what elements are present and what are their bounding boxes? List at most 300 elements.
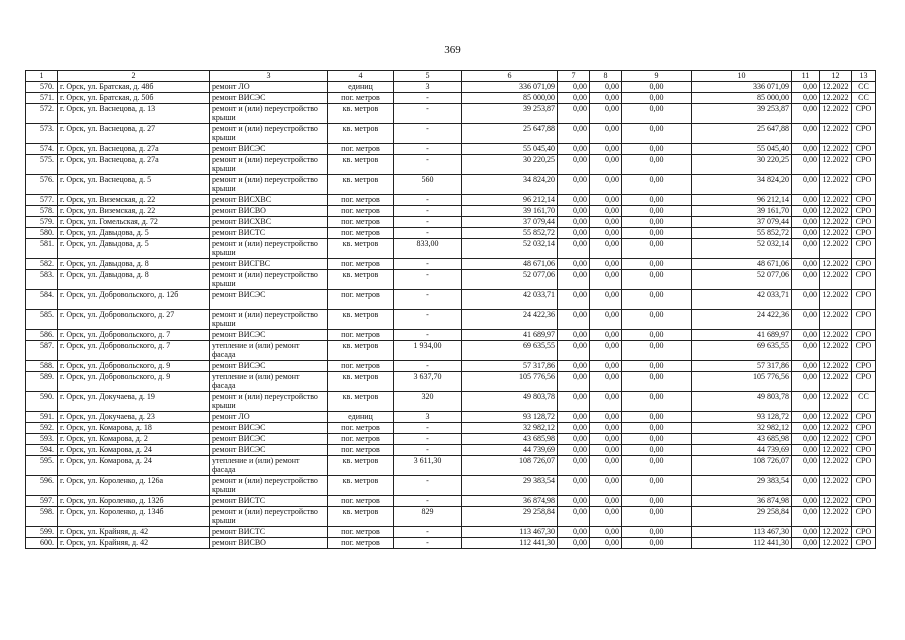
unit: пог. метров xyxy=(328,93,394,104)
method-code: СС xyxy=(852,82,876,93)
col-8-value: 0,00 xyxy=(590,372,622,392)
completion-date: 12.2022 xyxy=(820,476,852,496)
work-type: ремонт ВИСЭС xyxy=(210,330,328,341)
work-type: ремонт и (или) переустройство крыши xyxy=(210,392,328,412)
unit: единиц xyxy=(328,412,394,423)
unit: кв. метров xyxy=(328,175,394,195)
method-code: СРО xyxy=(852,361,876,372)
col-9-value: 0,00 xyxy=(622,496,692,507)
work-type: ремонт ВИСВО xyxy=(210,538,328,549)
unit: кв. метров xyxy=(328,456,394,476)
table-row xyxy=(26,93,876,104)
quantity: - xyxy=(394,423,462,434)
completion-date: 12.2022 xyxy=(820,412,852,423)
table-row xyxy=(26,217,876,228)
col-8-value: 0,00 xyxy=(590,392,622,412)
address: г. Орск, ул. Давыдова, д. 5 xyxy=(58,239,210,259)
work-type: утепление и (или) ремонт фасада xyxy=(210,341,328,361)
col-11-value: 0,00 xyxy=(792,124,820,144)
row-number: 580. xyxy=(26,228,58,239)
col-8-value: 0,00 xyxy=(590,496,622,507)
total-cost: 36 874,98 xyxy=(462,496,558,507)
col-7-value: 0,00 xyxy=(558,423,590,434)
work-type: ремонт ВИСЭС xyxy=(210,144,328,155)
col-11-value: 0,00 xyxy=(792,217,820,228)
table-row xyxy=(26,290,876,310)
col-8-value: 0,00 xyxy=(590,423,622,434)
col-11-value: 0,00 xyxy=(792,372,820,392)
quantity: - xyxy=(394,144,462,155)
work-type: ремонт ВИСЭС xyxy=(210,445,328,456)
unit: кв. метров xyxy=(328,104,394,124)
quantity: - xyxy=(394,228,462,239)
row-number: 588. xyxy=(26,361,58,372)
method-code: СРО xyxy=(852,310,876,330)
col-9-value: 0,00 xyxy=(622,527,692,538)
table-row xyxy=(26,82,876,93)
col-8-value: 0,00 xyxy=(590,270,622,290)
col-7-value: 0,00 xyxy=(558,270,590,290)
address: г. Орск, ул. Добровольского, д. 9 xyxy=(58,372,210,392)
col-9-value: 0,00 xyxy=(622,330,692,341)
col-7-value: 0,00 xyxy=(558,361,590,372)
page-number: 369 xyxy=(444,44,461,56)
col-7-value: 0,00 xyxy=(558,392,590,412)
completion-date: 12.2022 xyxy=(820,423,852,434)
work-type: ремонт и (или) переустройство крыши xyxy=(210,507,328,527)
row-number: 585. xyxy=(26,310,58,330)
col-10-value: 55 045,40 xyxy=(692,144,792,155)
col-11-value: 0,00 xyxy=(792,434,820,445)
col-9-value: 0,00 xyxy=(622,372,692,392)
unit: пог. метров xyxy=(328,445,394,456)
col-7-value: 0,00 xyxy=(558,104,590,124)
col-10-value: 39 253,87 xyxy=(692,104,792,124)
col-11-value: 0,00 xyxy=(792,341,820,361)
col-11-value: 0,00 xyxy=(792,144,820,155)
quantity: - xyxy=(394,206,462,217)
col-9-value: 0,00 xyxy=(622,538,692,549)
method-code: СРО xyxy=(852,239,876,259)
col-7-value: 0,00 xyxy=(558,445,590,456)
work-type: ремонт ВИСВО xyxy=(210,206,328,217)
address: г. Орск, ул. Васнецова, д. 5 xyxy=(58,175,210,195)
completion-date: 12.2022 xyxy=(820,239,852,259)
quantity: 1 934,00 xyxy=(394,341,462,361)
col-11-value: 0,00 xyxy=(792,104,820,124)
col-7-value: 0,00 xyxy=(558,206,590,217)
col-10-value: 52 032,14 xyxy=(692,239,792,259)
quantity: - xyxy=(394,361,462,372)
address: г. Орск, ул. Давыдова, д. 5 xyxy=(58,228,210,239)
method-code: СРО xyxy=(852,423,876,434)
work-type: ремонт и (или) переустройство крыши xyxy=(210,310,328,330)
method-code: СРО xyxy=(852,195,876,206)
col-10-value: 336 071,09 xyxy=(692,82,792,93)
col-9-value: 0,00 xyxy=(622,392,692,412)
col-7-value: 0,00 xyxy=(558,155,590,175)
method-code: СРО xyxy=(852,372,876,392)
row-number: 578. xyxy=(26,206,58,217)
col-7-value: 0,00 xyxy=(558,456,590,476)
row-number: 577. xyxy=(26,195,58,206)
total-cost: 39 253,87 xyxy=(462,104,558,124)
completion-date: 12.2022 xyxy=(820,538,852,549)
unit: пог. метров xyxy=(328,217,394,228)
table-row xyxy=(26,341,876,361)
col-7-value: 0,00 xyxy=(558,239,590,259)
unit: кв. метров xyxy=(328,270,394,290)
col-7-value: 0,00 xyxy=(558,310,590,330)
col-10-value: 105 776,56 xyxy=(692,372,792,392)
table-row xyxy=(26,310,876,330)
col-11-value: 0,00 xyxy=(792,239,820,259)
completion-date: 12.2022 xyxy=(820,82,852,93)
method-code: СРО xyxy=(852,434,876,445)
method-code: СРО xyxy=(852,507,876,527)
work-type: ремонт и (или) переустройство крыши xyxy=(210,155,328,175)
row-number: 600. xyxy=(26,538,58,549)
total-cost: 57 317,86 xyxy=(462,361,558,372)
row-number: 584. xyxy=(26,290,58,310)
method-code: СРО xyxy=(852,290,876,310)
col-10-value: 44 739,69 xyxy=(692,445,792,456)
table-row xyxy=(26,456,876,476)
method-code: СРО xyxy=(852,538,876,549)
repair-schedule-table xyxy=(25,70,876,549)
col-7-value: 0,00 xyxy=(558,476,590,496)
col-11-value: 0,00 xyxy=(792,259,820,270)
total-cost: 93 128,72 xyxy=(462,412,558,423)
unit: пог. метров xyxy=(328,144,394,155)
col-8-value: 0,00 xyxy=(590,228,622,239)
row-number: 595. xyxy=(26,456,58,476)
completion-date: 12.2022 xyxy=(820,259,852,270)
col-9-value: 0,00 xyxy=(622,310,692,330)
row-number: 581. xyxy=(26,239,58,259)
address: г. Орск, ул. Виземская, д. 22 xyxy=(58,206,210,217)
col-11-value: 0,00 xyxy=(792,175,820,195)
table-row xyxy=(26,476,876,496)
col-10-value: 108 726,07 xyxy=(692,456,792,476)
col-8-value: 0,00 xyxy=(590,330,622,341)
work-type: ремонт и (или) переустройство крыши xyxy=(210,239,328,259)
total-cost: 42 033,71 xyxy=(462,290,558,310)
method-code: СС xyxy=(852,392,876,412)
col-10-value: 96 212,14 xyxy=(692,195,792,206)
completion-date: 12.2022 xyxy=(820,372,852,392)
row-number: 570. xyxy=(26,82,58,93)
col-11-value: 0,00 xyxy=(792,82,820,93)
col-10-value: 48 671,06 xyxy=(692,259,792,270)
table-row xyxy=(26,270,876,290)
col-9-value: 0,00 xyxy=(622,124,692,144)
col-7-value: 0,00 xyxy=(558,527,590,538)
col-9-value: 0,00 xyxy=(622,434,692,445)
table-row xyxy=(26,538,876,549)
quantity: 3 xyxy=(394,82,462,93)
col-8-value: 0,00 xyxy=(590,434,622,445)
quantity: - xyxy=(394,538,462,549)
quantity: 560 xyxy=(394,175,462,195)
total-cost: 55 852,72 xyxy=(462,228,558,239)
table-row xyxy=(26,124,876,144)
quantity: 829 xyxy=(394,507,462,527)
completion-date: 12.2022 xyxy=(820,144,852,155)
completion-date: 12.2022 xyxy=(820,361,852,372)
col-11-value: 0,00 xyxy=(792,507,820,527)
row-number: 596. xyxy=(26,476,58,496)
completion-date: 12.2022 xyxy=(820,228,852,239)
col-10-value: 113 467,30 xyxy=(692,527,792,538)
col-10-value: 49 803,78 xyxy=(692,392,792,412)
col-8-value: 0,00 xyxy=(590,361,622,372)
unit: пог. метров xyxy=(328,538,394,549)
quantity: - xyxy=(394,155,462,175)
completion-date: 12.2022 xyxy=(820,124,852,144)
unit: единиц xyxy=(328,82,394,93)
address: г. Орск, ул. Виземская, д. 22 xyxy=(58,195,210,206)
total-cost: 112 441,30 xyxy=(462,538,558,549)
table-row xyxy=(26,392,876,412)
col-11-value: 0,00 xyxy=(792,412,820,423)
address: г. Орск, ул. Комарова, д. 18 xyxy=(58,423,210,434)
method-code: СРО xyxy=(852,144,876,155)
col-9-value: 0,00 xyxy=(622,217,692,228)
col-8-value: 0,00 xyxy=(590,195,622,206)
table-row xyxy=(26,445,876,456)
col-8-value: 0,00 xyxy=(590,82,622,93)
col-9-value: 0,00 xyxy=(622,93,692,104)
unit: пог. метров xyxy=(328,259,394,270)
quantity: - xyxy=(394,330,462,341)
table-row xyxy=(26,195,876,206)
completion-date: 12.2022 xyxy=(820,206,852,217)
col-7-value: 0,00 xyxy=(558,372,590,392)
total-cost: 30 220,25 xyxy=(462,155,558,175)
column-header: 12 xyxy=(820,71,852,82)
completion-date: 12.2022 xyxy=(820,155,852,175)
method-code: СРО xyxy=(852,527,876,538)
quantity: - xyxy=(394,124,462,144)
col-9-value: 0,00 xyxy=(622,259,692,270)
column-header: 1 xyxy=(26,71,58,82)
col-11-value: 0,00 xyxy=(792,206,820,217)
method-code: СРО xyxy=(852,217,876,228)
col-10-value: 34 824,20 xyxy=(692,175,792,195)
col-8-value: 0,00 xyxy=(590,217,622,228)
total-cost: 336 071,09 xyxy=(462,82,558,93)
col-7-value: 0,00 xyxy=(558,228,590,239)
col-11-value: 0,00 xyxy=(792,496,820,507)
method-code: СРО xyxy=(852,330,876,341)
col-11-value: 0,00 xyxy=(792,423,820,434)
col-10-value: 29 258,84 xyxy=(692,507,792,527)
column-header: 8 xyxy=(590,71,622,82)
total-cost: 29 258,84 xyxy=(462,507,558,527)
quantity: 3 611,30 xyxy=(394,456,462,476)
col-10-value: 30 220,25 xyxy=(692,155,792,175)
table-row xyxy=(26,361,876,372)
work-type: ремонт ВИСЭС xyxy=(210,290,328,310)
column-header: 13 xyxy=(852,71,876,82)
method-code: СРО xyxy=(852,175,876,195)
total-cost: 24 422,36 xyxy=(462,310,558,330)
work-type: ремонт и (или) переустройство крыши xyxy=(210,476,328,496)
col-10-value: 36 874,98 xyxy=(692,496,792,507)
col-7-value: 0,00 xyxy=(558,290,590,310)
method-code: СРО xyxy=(852,104,876,124)
col-11-value: 0,00 xyxy=(792,392,820,412)
method-code: СРО xyxy=(852,341,876,361)
column-header: 11 xyxy=(792,71,820,82)
quantity: 3 xyxy=(394,412,462,423)
col-7-value: 0,00 xyxy=(558,538,590,549)
total-cost: 34 824,20 xyxy=(462,175,558,195)
address: г. Орск, ул. Братская, д. 48б xyxy=(58,82,210,93)
address: г. Орск, ул. Крайняя, д. 42 xyxy=(58,527,210,538)
address: г. Орск, ул. Докучаева, д. 23 xyxy=(58,412,210,423)
col-10-value: 41 689,97 xyxy=(692,330,792,341)
total-cost: 49 803,78 xyxy=(462,392,558,412)
total-cost: 41 689,97 xyxy=(462,330,558,341)
table-row xyxy=(26,412,876,423)
total-cost: 29 383,54 xyxy=(462,476,558,496)
work-type: ремонт ВИСЭС xyxy=(210,361,328,372)
quantity: 3 637,70 xyxy=(394,372,462,392)
col-10-value: 37 079,44 xyxy=(692,217,792,228)
col-9-value: 0,00 xyxy=(622,412,692,423)
quantity: - xyxy=(394,259,462,270)
quantity: - xyxy=(394,217,462,228)
completion-date: 12.2022 xyxy=(820,330,852,341)
address: г. Орск, ул. Братская, д. 50б xyxy=(58,93,210,104)
col-8-value: 0,00 xyxy=(590,124,622,144)
total-cost: 43 685,98 xyxy=(462,434,558,445)
quantity: - xyxy=(394,434,462,445)
work-type: ремонт ВИСТС xyxy=(210,527,328,538)
completion-date: 12.2022 xyxy=(820,456,852,476)
col-11-value: 0,00 xyxy=(792,538,820,549)
completion-date: 12.2022 xyxy=(820,217,852,228)
table-row xyxy=(26,239,876,259)
completion-date: 12.2022 xyxy=(820,270,852,290)
unit: пог. метров xyxy=(328,330,394,341)
work-type: ремонт ВИСЭС xyxy=(210,423,328,434)
method-code: СРО xyxy=(852,445,876,456)
col-8-value: 0,00 xyxy=(590,104,622,124)
address: г. Орск, ул. Комарова, д. 2 xyxy=(58,434,210,445)
col-10-value: 112 441,30 xyxy=(692,538,792,549)
quantity: - xyxy=(394,476,462,496)
total-cost: 55 045,40 xyxy=(462,144,558,155)
table-row xyxy=(26,527,876,538)
col-11-value: 0,00 xyxy=(792,330,820,341)
col-7-value: 0,00 xyxy=(558,330,590,341)
quantity: - xyxy=(394,310,462,330)
completion-date: 12.2022 xyxy=(820,527,852,538)
col-8-value: 0,00 xyxy=(590,206,622,217)
work-type: утепление и (или) ремонт фасада xyxy=(210,372,328,392)
quantity: - xyxy=(394,290,462,310)
column-header: 7 xyxy=(558,71,590,82)
col-9-value: 0,00 xyxy=(622,270,692,290)
col-8-value: 0,00 xyxy=(590,259,622,270)
method-code: СРО xyxy=(852,206,876,217)
total-cost: 105 776,56 xyxy=(462,372,558,392)
table-row xyxy=(26,372,876,392)
col-11-value: 0,00 xyxy=(792,155,820,175)
col-8-value: 0,00 xyxy=(590,456,622,476)
col-7-value: 0,00 xyxy=(558,124,590,144)
col-7-value: 0,00 xyxy=(558,434,590,445)
total-cost: 44 739,69 xyxy=(462,445,558,456)
col-9-value: 0,00 xyxy=(622,445,692,456)
col-10-value: 69 635,55 xyxy=(692,341,792,361)
column-header: 5 xyxy=(394,71,462,82)
col-11-value: 0,00 xyxy=(792,476,820,496)
work-type: ремонт ВИСЭС xyxy=(210,434,328,445)
row-number: 582. xyxy=(26,259,58,270)
col-8-value: 0,00 xyxy=(590,175,622,195)
col-9-value: 0,00 xyxy=(622,206,692,217)
col-7-value: 0,00 xyxy=(558,195,590,206)
total-cost: 48 671,06 xyxy=(462,259,558,270)
row-number: 599. xyxy=(26,527,58,538)
unit: пог. метров xyxy=(328,290,394,310)
work-type: ремонт ВИСХВС xyxy=(210,217,328,228)
col-10-value: 55 852,72 xyxy=(692,228,792,239)
col-8-value: 0,00 xyxy=(590,155,622,175)
row-number: 593. xyxy=(26,434,58,445)
col-10-value: 39 161,70 xyxy=(692,206,792,217)
col-9-value: 0,00 xyxy=(622,341,692,361)
col-10-value: 85 000,00 xyxy=(692,93,792,104)
col-9-value: 0,00 xyxy=(622,104,692,124)
address: г. Орск, ул. Васнецова, д. 27 xyxy=(58,124,210,144)
total-cost: 52 077,06 xyxy=(462,270,558,290)
unit: пог. метров xyxy=(328,527,394,538)
col-9-value: 0,00 xyxy=(622,239,692,259)
total-cost: 37 079,44 xyxy=(462,217,558,228)
col-11-value: 0,00 xyxy=(792,228,820,239)
col-9-value: 0,00 xyxy=(622,361,692,372)
quantity: - xyxy=(394,195,462,206)
row-number: 573. xyxy=(26,124,58,144)
col-7-value: 0,00 xyxy=(558,144,590,155)
address: г. Орск, ул. Комарова, д. 24 xyxy=(58,456,210,476)
address: г. Орск, ул. Добровольского, д. 7 xyxy=(58,341,210,361)
table-row xyxy=(26,259,876,270)
total-cost: 113 467,30 xyxy=(462,527,558,538)
col-9-value: 0,00 xyxy=(622,82,692,93)
col-11-value: 0,00 xyxy=(792,310,820,330)
method-code: СРО xyxy=(852,228,876,239)
address: г. Орск, ул. Докучаева, д. 19 xyxy=(58,392,210,412)
table-row xyxy=(26,434,876,445)
quantity: - xyxy=(394,104,462,124)
unit: кв. метров xyxy=(328,124,394,144)
row-number: 597. xyxy=(26,496,58,507)
col-11-value: 0,00 xyxy=(792,445,820,456)
col-8-value: 0,00 xyxy=(590,412,622,423)
unit: кв. метров xyxy=(328,476,394,496)
method-code: СРО xyxy=(852,270,876,290)
col-8-value: 0,00 xyxy=(590,290,622,310)
address: г. Орск, ул. Васнецова, д. 13 xyxy=(58,104,210,124)
col-9-value: 0,00 xyxy=(622,144,692,155)
method-code: СРО xyxy=(852,476,876,496)
